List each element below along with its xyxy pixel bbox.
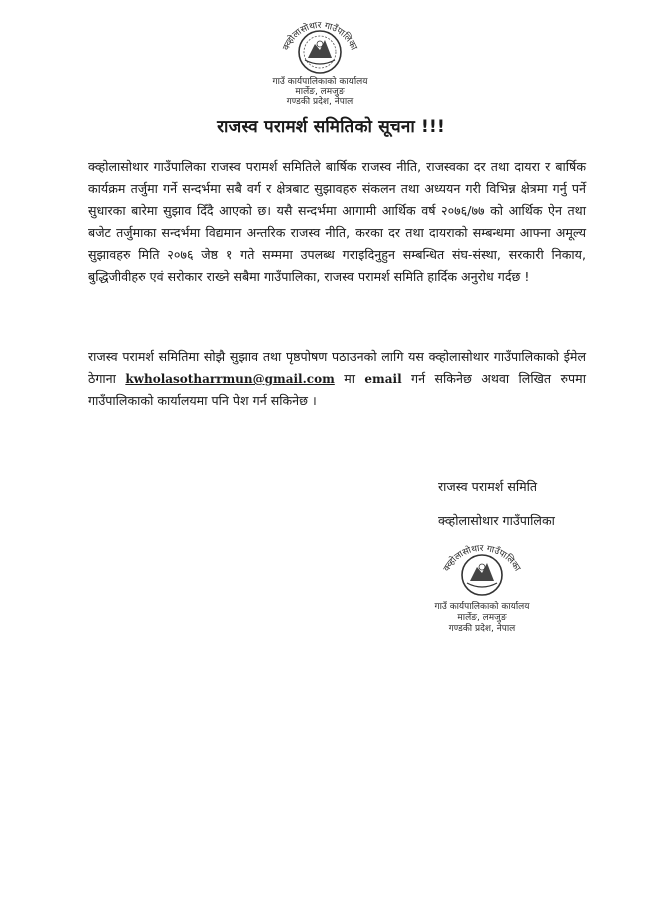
- page-title: राजस्व परामर्श समितिको सूचना !!!: [217, 117, 445, 137]
- stamp-office-text: गाउँ कार्यपालिकाको कार्यालय: [434, 602, 530, 612]
- email-address-link[interactable]: kwholasotharrmun@gmail.com: [125, 372, 335, 386]
- municipality-seal-icon: [272, 10, 368, 106]
- stamp-place-text: मार्लेङ, लमजुङ: [457, 613, 507, 623]
- stamp-province-text: गण्डकी प्रदेश, नेपाल: [448, 624, 516, 634]
- svg-text:क्व्होलासोथार गाउँपालिका: [281, 21, 358, 53]
- notice-paragraph-1: क्व्होलासोथार गाउँपालिका राजस्व परामर्श समितिले बार्षिक राजस्व नीति, राजस्वका दर तथा दायरा र बार्षिक कार्यक्रम तर्जुमा गर्ने सन्दर्भमा सबै वर्ग र क्षेत्रबाट सुझावहरु संकलन तथा अध्ययन गरी विभिन्न क्षेत्रमा गर्नु पर्ने सुधारका बारेमा सुझाव दिँदै आएको छ। यसै सन्दर्भमा आगामी आर्थिक वर्ष २०७६/७७ को आर्थिक ऐन तथा बजेट तर्जुमाका सन्दर्भमा विद्यमान अन्तरिक राजस्व नीति, करका दर तथा दायराको सम्बन्धमा आफ्ना अमूल्य सुझावहरु मिति २०७६ जेष्ठ १ गते सम्ममा उपलब्ध गराइदिनुहुन सम्बन्धित संघ-संस्था, सरकारी निकाय, बुद्धिजीवीहरु एवं सरोकार राख्ने सबैमा गाउँपालिका, राजस्व परामर्श समिति हार्दिक अनुरोध गर्दछ !: [88, 159, 586, 284]
- notice-paragraph-2: [88, 346, 586, 412]
- email-word: email: [364, 372, 402, 386]
- seal-office-text: गाउँ कार्यपालिकाको कार्यालय: [272, 77, 368, 87]
- signature-committee: राजस्व परामर्श समिति: [438, 479, 538, 494]
- paragraph-2-text-start: राजस्व परामर्श समितिमा सोझै सुझाव तथा पृष्ठपोषण पठाउनको लागि यस क्व्होलासोथार गाउँपालिकाको ईमेल ठेगाना: [88, 349, 586, 386]
- paragraph-2-text-end: गर्न सकिनेछ अथवा लिखित रुपमा गाउँपालिकाको कार्यालयमा पनि पेश गर्न सकिनेछ ।: [88, 371, 586, 408]
- stamp-name-text: क्व्होलासोथार गाउँपालिका: [441, 543, 522, 574]
- seal-province-text: गण्डकी प्रदेश, नेपाल: [286, 97, 354, 106]
- seal-place-text: मार्लेङ, लमजुङ: [295, 87, 345, 97]
- paragraph-2-text-mid: मा: [334, 371, 365, 386]
- signature-municipality: क्व्होलासोथार गाउँपालिका: [438, 513, 555, 528]
- official-stamp-icon: [430, 535, 534, 639]
- seal-name-text: क्व्होलासोथार गाउँपालिका: [281, 20, 359, 52]
